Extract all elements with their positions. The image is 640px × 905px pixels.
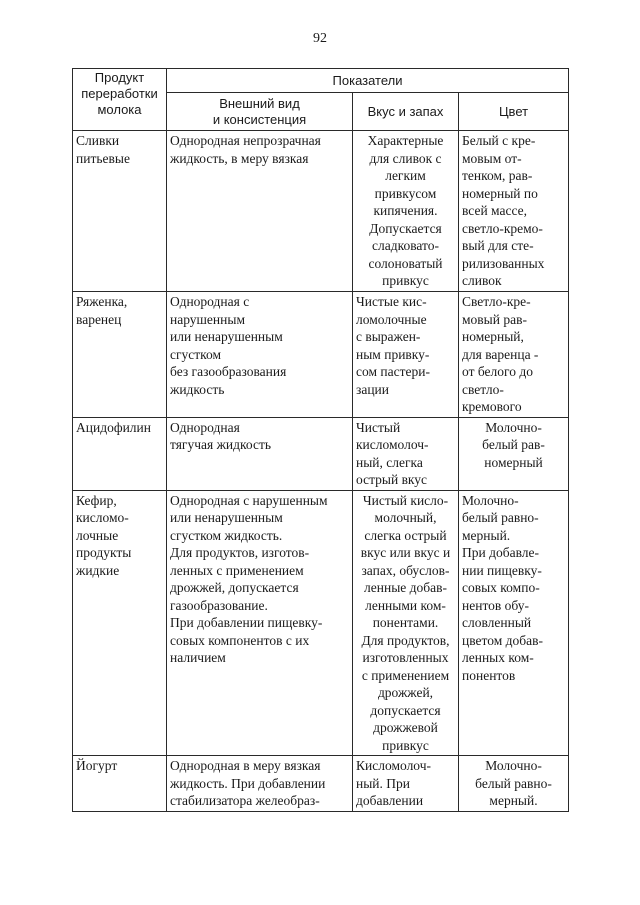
cell-color: Молочно- белый рав- номерный <box>459 417 569 490</box>
cell-product: Кефир, кисломо- лочные продукты жидкие <box>73 490 167 756</box>
cell-taste: Характерные для сливок с легким привкусом кипячения. Допускается сладковато- солоноватый привкус <box>353 131 459 292</box>
cell-appearance: Однородная в меру вязкая жидкость. При добавлении стабилизатора желеобраз- <box>167 756 353 812</box>
cell-product: Сливки питьевые <box>73 131 167 292</box>
page-number: 92 <box>313 31 327 46</box>
cell-product: Ряженка, варенец <box>73 292 167 418</box>
table-row <box>73 292 569 418</box>
cell-appearance: Однородная с нарушенным или ненарушенным сгустком жидкость. Для продуктов, изготов- ленных с применением дрожжей, допускается газообразование. При добавлении пищевку- совых компонентов с их наличием <box>167 490 353 756</box>
cell-product: Ацидофилин <box>73 417 167 490</box>
header-product: Продукт переработки молока <box>73 69 167 131</box>
header-row-1 <box>73 69 569 93</box>
table-row <box>73 417 569 490</box>
header-appearance: Внешний вид и консистенция <box>167 93 353 131</box>
cell-taste: Чистый кисломолоч- ный, слегка острый вкус <box>353 417 459 490</box>
cell-product: Йогурт <box>73 756 167 812</box>
cell-taste: Чистый кисло- молочный, слегка острый вкус или вкус и запах, обуслов- ленные добав- ленными ком- понентами. Для продуктов, изготовленных с применением дрожжей, допускается дрожжевой привкус <box>353 490 459 756</box>
table-row <box>73 490 569 756</box>
cell-color: Молочно- белый равно- мерный. <box>459 756 569 812</box>
cell-appearance: Однородная с нарушенным или ненарушенным сгустком без газообразования жидкость <box>167 292 353 418</box>
cell-appearance: Однородная тягучая жидкость <box>167 417 353 490</box>
cell-color: Белый с кре- мовым от- тенком, рав- номерный по всей массе, светло-кремо- вый для сте- рилизованных сливок <box>459 131 569 292</box>
table-row <box>73 756 569 812</box>
header-indicators: Показатели <box>167 69 569 93</box>
quality-indicators-table <box>72 68 569 812</box>
cell-color: Молочно- белый равно- мерный. При добавле- нии пищевку- совых компо- нентов обу- словленный цветом добав- ленных ком- понентов <box>459 490 569 756</box>
header-color: Цвет <box>459 93 569 131</box>
cell-taste: Кисломолоч- ный. При добавлении <box>353 756 459 812</box>
cell-taste: Чистые кис- ломолочные с выражен- ным привку- сом пастери- зации <box>353 292 459 418</box>
cell-appearance: Однородная непрозрачная жидкость, в меру вязкая <box>167 131 353 292</box>
header-taste: Вкус и запах <box>353 93 459 131</box>
table-row <box>73 131 569 292</box>
cell-color: Светло-кре- мовый рав- номерный, для варенца - от белого до светло- кремового <box>459 292 569 418</box>
